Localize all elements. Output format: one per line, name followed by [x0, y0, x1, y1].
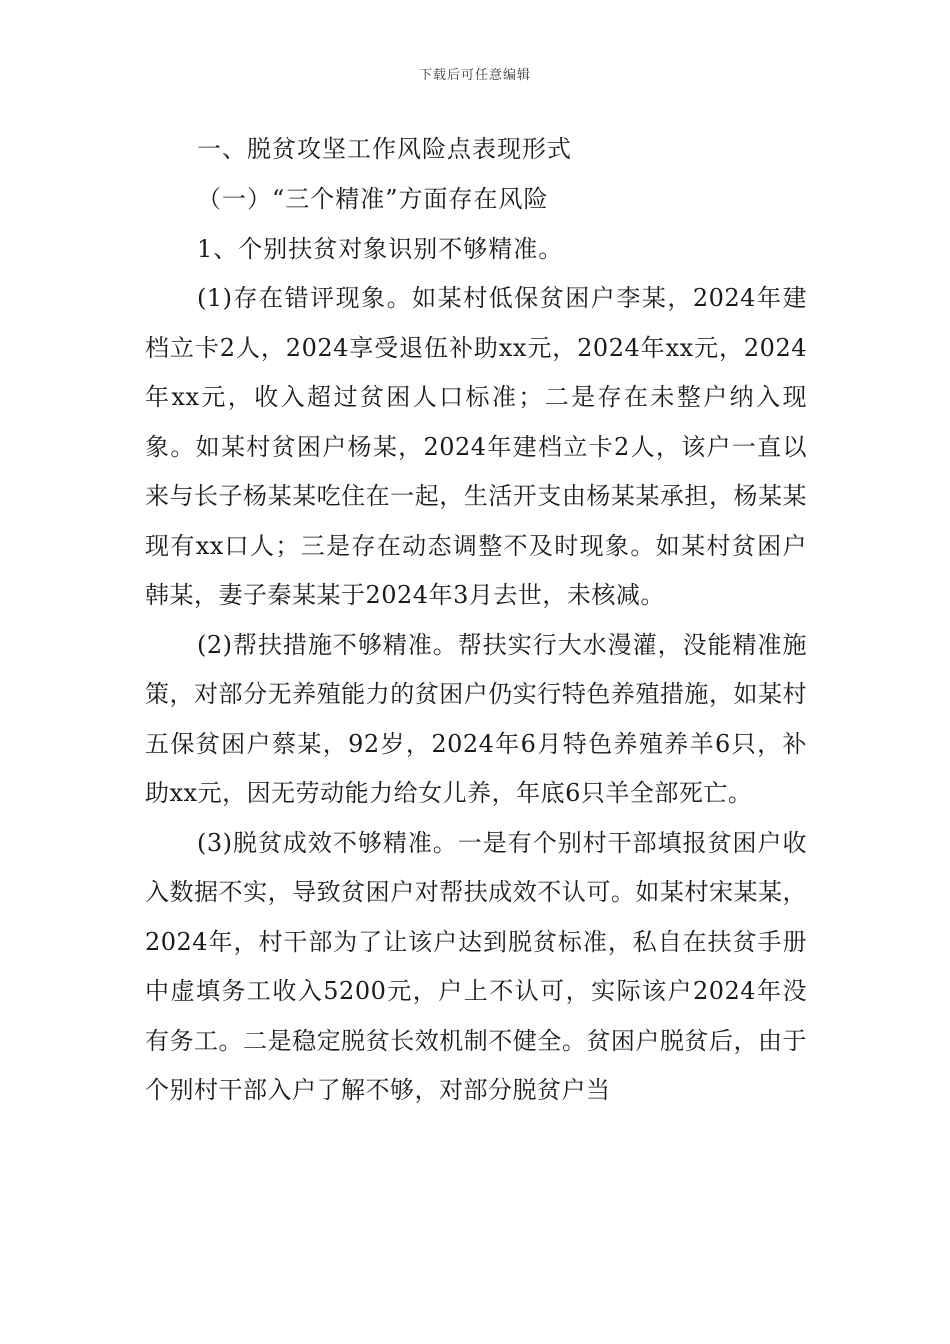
page-header-note: 下载后可任意编辑: [418, 68, 531, 83]
paragraph-2: (2)帮扶措施不够精准。帮扶实行大水漫灌，没能精准施策，对部分无养殖能力的贫困户仍实行特色养殖措施，如某村五保贫困户蔡某，92岁，2024年6月特色养殖养羊6只，补助xx元，因无劳动能力给女儿养，年底6只羊全部死亡。: [145, 630, 807, 807]
paragraph-1: (1)存在错评现象。如某村低保贫困户李某，2024年建档立卡2人，2024享受退伍补助xx元，2024年xx元，2024年xx元，收入超过贫困人口标准；二是存在未整户纳入现象。如某村贫困户杨某，2024年建档立卡2人，该户一直以来与长子杨某某吃住在一起，生活开支由杨某某承担，杨某某现有xx口人；三是存在动态调整不及时现象。如某村贫困户韩某，妻子秦某某于2024年3月去世，未核减。: [145, 284, 807, 609]
paragraph-3: (3)脱贫成效不够精准。一是有个别村干部填报贫困户收入数据不实，导致贫困户对帮扶成效不认可。如某村宋某某，2024年，村干部为了让该户达到脱贫标准，私自在扶贫手册中虚填务工收入5200元，户上不认可，实际该户2024年没有务工。二是稳定脱贫长效机制不健全。贫困户脱贫后，由于个别村干部入户了解不够，对部分脱贫户当: [145, 828, 807, 1104]
subsection-heading: （一）“三个精准”方面存在风险: [197, 185, 549, 213]
section-heading: 一、脱贫攻坚工作风险点表现形式: [197, 135, 572, 163]
document-body: [145, 124, 807, 1116]
item-heading: 1、个别扶贫对象识别不够精准。: [197, 235, 564, 263]
